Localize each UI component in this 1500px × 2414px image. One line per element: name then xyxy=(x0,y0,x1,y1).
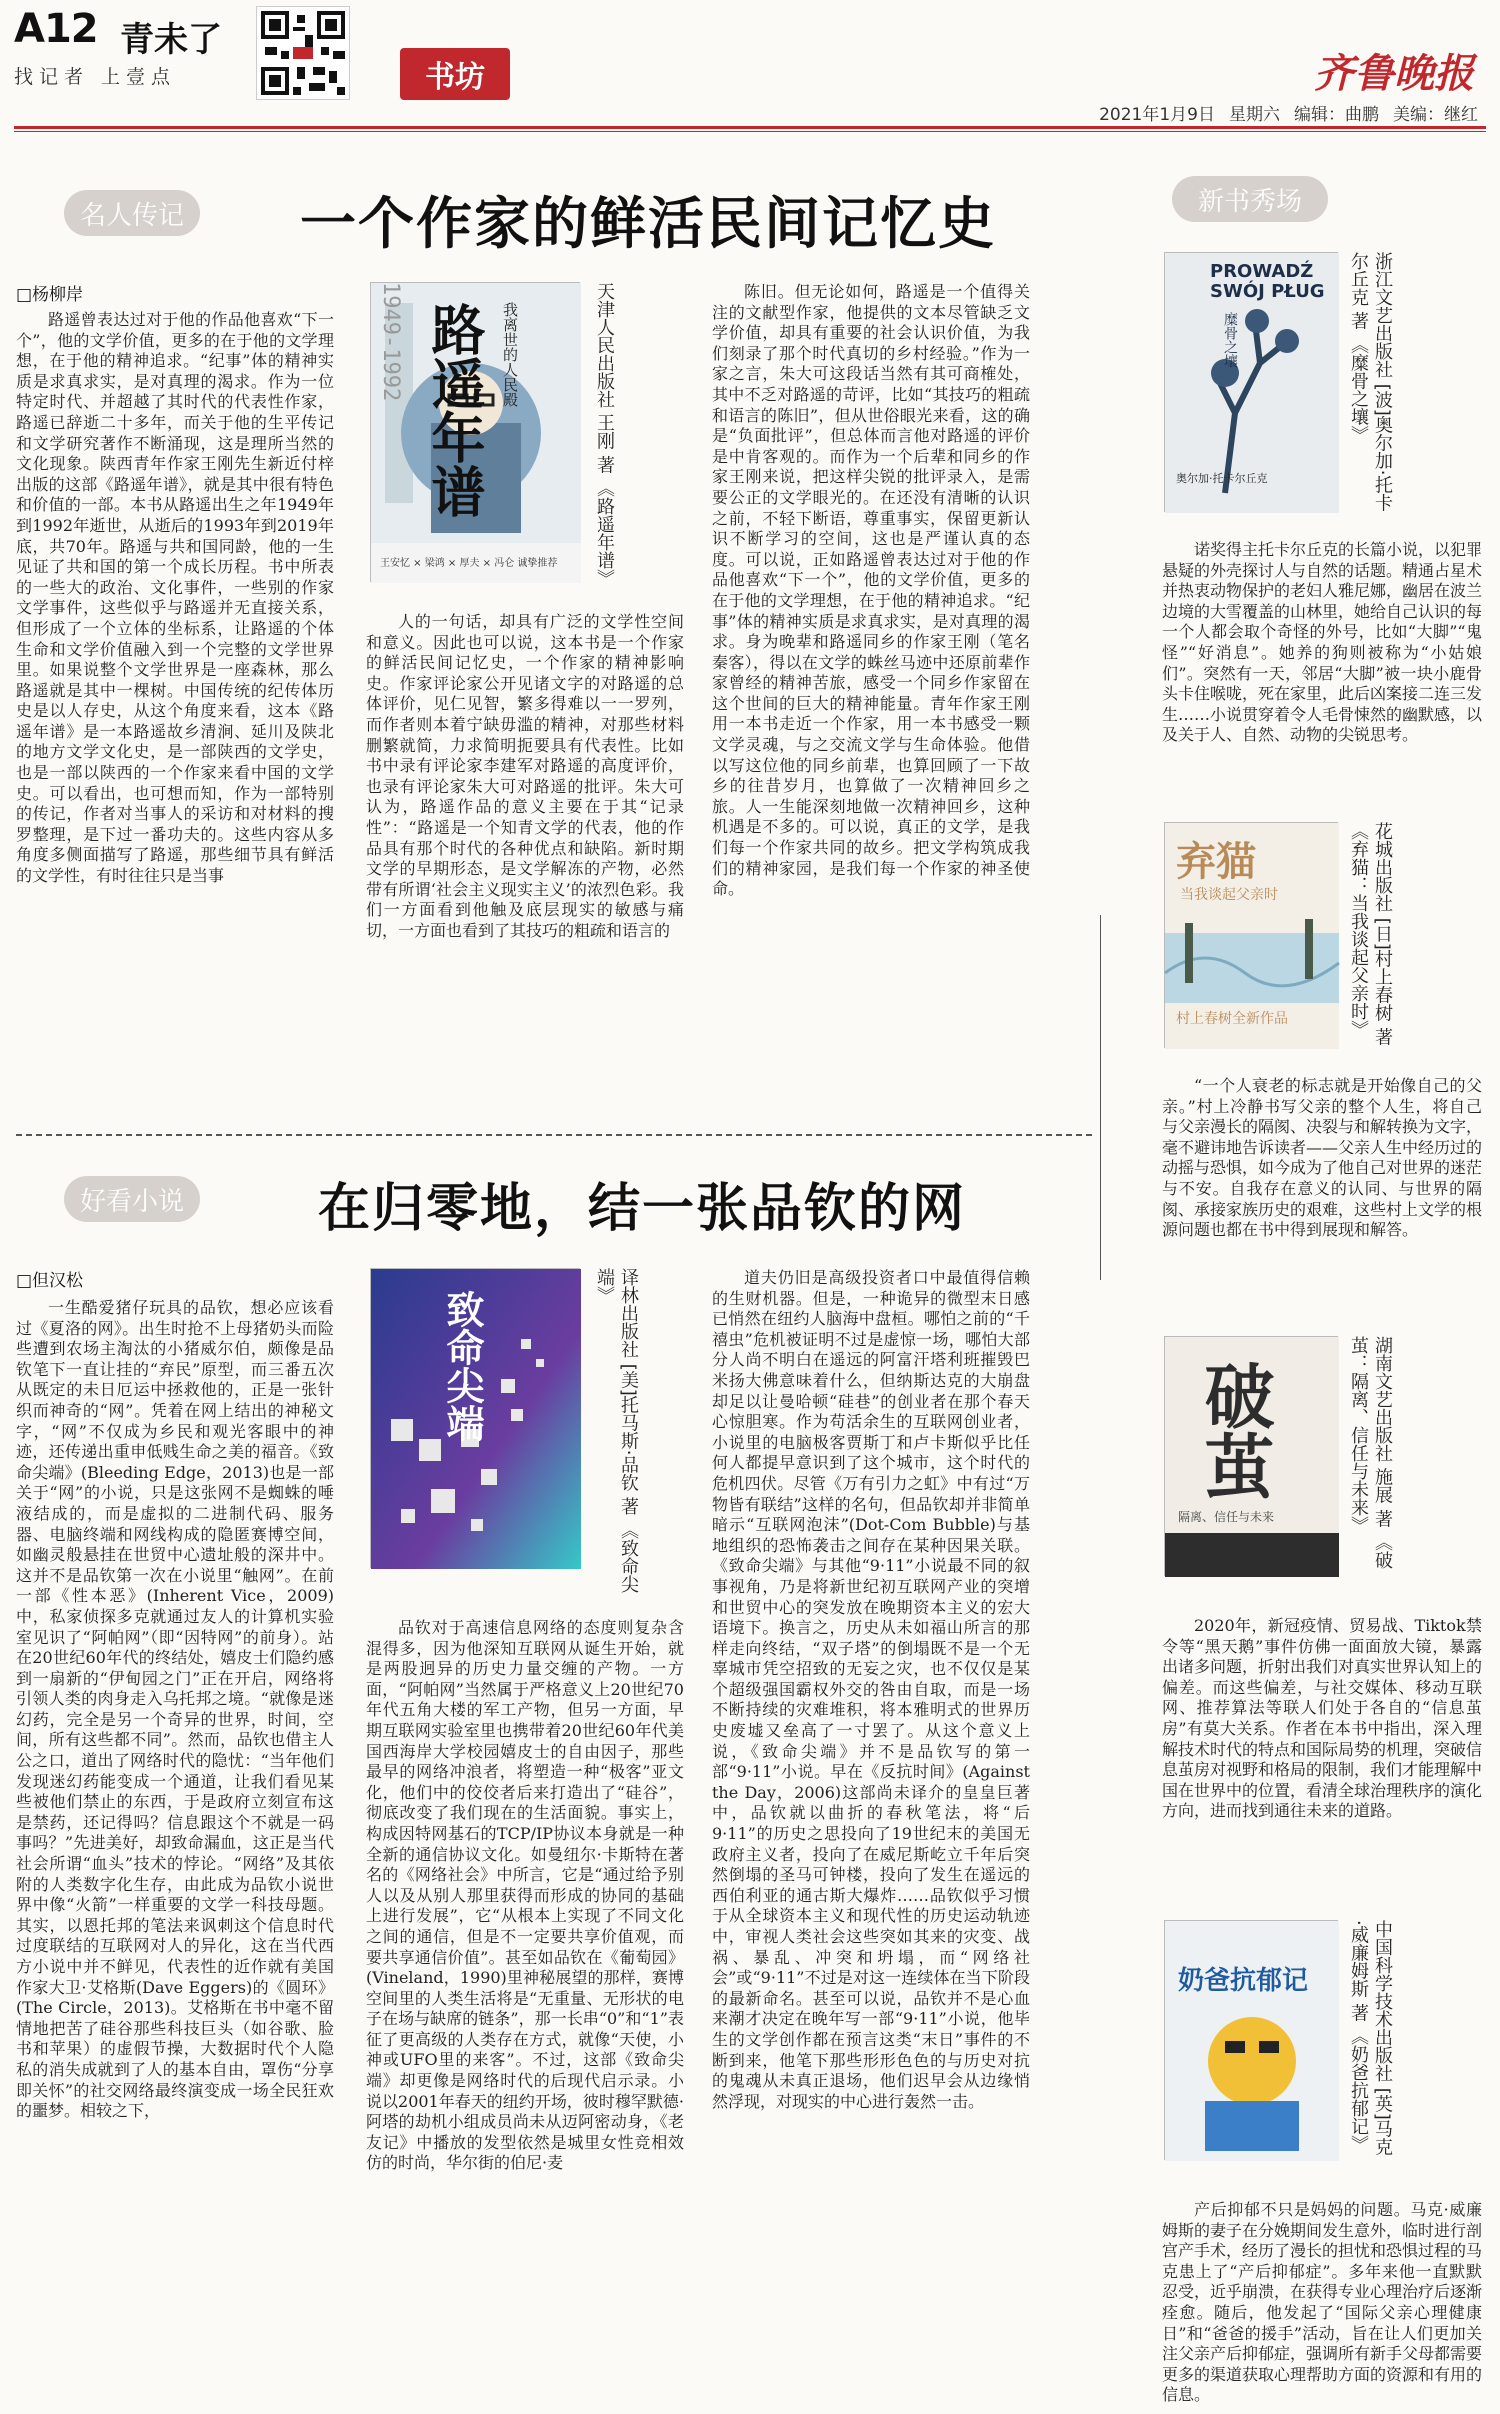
article2-byline: □但汉松 xyxy=(16,1271,84,1291)
article1-tag: 名人传记 xyxy=(64,190,200,236)
article2-column-3: 道夫仍旧是高级投资者口中最值得信赖的生财机器。但是，一种诡异的微型末日感已悄然在纽约人脑海中盘桓。哪怕之前的“千禧虫”危机被证明不过是虚惊一场，哪怕大部分人尚不明白在遥远的阿富汗塔利班摧毁巴米扬大佛意味着什么，但纳斯达克的大崩盘却足以让曼哈顿“硅巷”的创业者在那个春天心惊胆寒。作为苟活余生的互联网创业者，小说里的电脑极客贾斯丁和卢卡斯似乎比任何人都提早意识到了这个城市，这个时代的危机四伏。尽管《万有引力之虹》中有过“万物皆有联结”这样的名句，但品钦却并非简单暗示“互联网泡沫”(Dot-Com Bubble)与基地组织的恐怖袭击之间存在某种因果关联。《致命尖端》与其他“9·11”小说最不同的叙事视角，乃是将新世纪初互联网产业的突增和世贸中心的突发放在晚期资本主义的宏大语境下。换言之，历史从未如福山所言的那样走向终结，“双子塔”的倒塌既不是一个无辜城市凭空招致的无妄之灾，也不仅仅是某个超级强国霸权外交的咎由自取，而是一场不断持续的灾难堆积，将本雅明式的世界历史废墟又垒高了一寸罢了。从这个意义上说，《致命尖端》并不是品钦写的第一部“9·11”小说。早在《反抗时间》(Against the Day，2006)这部尚未译介的皇皇巨著中，品钦就以曲折的春秋笔法，将“后9·11”的历史之思投向了19世纪末的美国无政府主义者，投向了在威尼斯屹立千年后突然倒塌的圣马可钟楼，投向了发生在遥远的西伯利亚的通古斯大爆炸……品钦似乎习惯于从全球资本主义和现代性的历史运动轨迹中，审视人类社会这些突如其来的灾变、战祸、暴乱、冲突和坍塌，而“网络社会”或“9·11”不过是对这一连续体在当下阶段的最新命名。甚至可以说，品钦并不是心血来潮才决定在晚年写一部“9·11”小说，他毕生的文学创作都在预言这类“末日”事件的不断到来，他笔下那些形形色色的与历史对抗的鬼魂从未真正退场，他们迟早会从边缘悄然浮现，对现实的中心进行轰然一击。 xyxy=(712,1268,1030,2111)
designer: 美编：继红 xyxy=(1393,105,1478,125)
sidebar-book-2-cover-author: 村上春树全新作品 xyxy=(1176,1011,1288,1027)
article2-tag: 好看小说 xyxy=(64,1176,200,1222)
masthead-rule xyxy=(14,126,1486,129)
sidebar-book-1-info: 浙江文艺出版社 [波]奥尔加·托卡尔丘克 著 《糜骨之壤》 xyxy=(1348,252,1393,512)
article1-title: 一个作家的鲜活民间记忆史 xyxy=(300,192,996,257)
book-cover-title-bleeding-edge: 致命尖端 xyxy=(440,1290,485,1442)
article2-column-1: 一生酷爱猪仔玩具的品钦，想必应该看过《夏洛的网》。出生时抢不上母猪奶头而险些遭到农场主淘汰的小猪威尔伯，颇像是品钦笔下一直让挂的“弃民”原型，而三番五次从既定的未日厄运中拯救他的，正是一张针织而神奇的“网”。凭着在网上结出的神秘文字，“网”不仅成为乡民和观光客眼中的神迹，还传递出重申低贱生命之美的福音。《致命尖端》(Bleeding Edge，2013)也是一部关于“网”的小说，只是这张网不是蜘蛛的唾液结成的，而是虚拟的二进制代码、服务器、电脑终端和网线构成的隐匿赛博空间，如幽灵般悬挂在世贸中心遗址般的深井中。这并不是品钦第一次在小说里“触网”。在前一部《性本恶》(Inherent Vice，2009)中，私家侦探多克就通过友人的计算机实验室见识了“阿帕网”（即“因特网”的前身）。站在20世纪60年代的终结处，嬉皮士们隐约感到一扇新的“伊甸园之门”正在开启，网络将引领人类的肉身走入乌托邦之境。“就像是迷幻药，完全是另一个奇异的世界，时间，空间，所有这些都不同”。然而，品钦也借主人公之口，道出了网络时代的隐忧：“当年他们发现迷幻药能变成一个通道，让我们看见某些被他们禁止的东西，于是政府立刻宣布这是禁药，还记得吗？信息跟这个不就是一码事吗？”先进美好，却致命漏血，这正是当代社会所谓“血头”技术的悖论。“网络”及其依附的人类数字化生存，由此成为品钦小说世界中像“火箭”一样重要的文学一科技母题。其实，以恩托邦的笔法来讽刺这个信息时代过度联结的互联网对人的异化，这在当代西方小说中并不鲜见，代表性的近作就有美国作家大卫·艾格斯(Dave Eggers)的《圆环》(The Circle，2013)。艾格斯在书中毫不留情地把苦了硅谷那些科技巨头（如谷歌、脸书和苹果）的虚假节操，大数据时代个人隐私的消失成就到了人的基本自由，罩伤“分享即关怀”的社交网络最终演变成一场全民狂欢的噩梦。相较之下， xyxy=(16,1298,334,2121)
article1-column-3: 陈旧。但无论如何，路遥是一个值得关注的文献型作家，他提供的文本尽管缺乏文学价值，却具有重要的社会认识价值，为我们刻录了那个时代真切的乡村经验。”作为一家之言，朱大可这段话当然有其可商榷处，其中不乏对路遥的苛评，比如“其技巧的粗疏和语言的陈旧”，但从世俗眼光来看，这的确是“负面批评”，但总体而言他对路遥的评价是中肯客观的。而作为一个后辈和同乡的作家王刚来说，把这样尖锐的批评录入，是需要公正的文学眼光的。在还没有清晰的认识之前，不轻下断语，尊重事实，保留更新认识不断学习的空间，这也是严谨认真的态度。可以说，正如路遥曾表达过对于他的作品他喜欢“下一个”，他的文学价值，更多的在于他的文学理想，在于他的精神追求。“纪事”体的精神实质是求真求实，是对真理的渴求。身为晚辈和路遥同乡的作家王刚（笔名秦客），得以在文学的蛛丝马迹中还原前辈作家曾经的精神苦旅，感受一个同乡作家留在这个世间的巨大的精神能量。青年作家王刚用一本书走近一个作家，用一本书感受一颗文学灵魂，与之交流文学与生命体验。他借以写这位他的同乡前辈，也算回顾了一下故乡的往昔岁月，也算做了一次精神回乡之旅。人一生能深刻地做一次精神回乡，这种机遇是不多的。可以说，真正的文学，是我们每一个作家共同的故乡。把文学构筑成我们的精神家园，是我们每一个作家的神圣使命。 xyxy=(712,282,1030,899)
sidebar-book-1-desc: 诺奖得主托卡尔丘克的长篇小说，以犯罪悬疑的外壳探讨人与自然的话题。精通占星术并热衷动物保护的老妇人雅尼娜，幽居在波兰边境的大雪覆盖的山林里，她给自己认识的每一个人都会取个奇怪的外号，比如“大脚”“鬼怪”“好消息”。她养的狗则被称为“小姑娘们”。突然有一天，邻居“大脚”被一块小鹿骨头卡住喉咙，死在家里，此后凶案接二连三发生……小说贯穿着令人毛骨悚然的幽默感，以及关于人、自然、动物的尖锐思考。 xyxy=(1162,540,1483,745)
masthead-rule-thin xyxy=(14,131,1486,132)
sidebar-book-3-desc: 2020年，新冠疫情、贸易战、Tiktok禁令等“黑天鹅”事件仿佛一面面放大镜，暴露出诸多问题，折射出我们对真实世界认知上的偏差。而这些偏差，与社交媒体、移动互联网、推荐算法等联人们处于各自的“信息茧房”有莫大关系。作者在本书中指出，深入理解技术时代的特点和国际局势的机理，突破信息茧房对视野和格局的限制，我们才能理解中国在世界中的位置，看清全球治理秩序的演化方向，进而找到通往未来的道路。 xyxy=(1162,1616,1483,1821)
newspaper-logo: 齐鲁晚报 xyxy=(1314,50,1474,97)
article1-byline: □杨柳岸 xyxy=(16,285,84,305)
weekday: 星期六 xyxy=(1229,105,1280,125)
sidebar-book-3-info: 湖南文艺出版社 施展 著 《破茧：隔离、信任与未来》 xyxy=(1348,1336,1393,1570)
sidebar-book-2-cover-title: 弃猫 xyxy=(1176,838,1256,885)
article1-column-1: 路遥曾表达过对于他的作品他喜欢“下一个”，他的文学价值，更多的在于他的文学理想，在于他的精神追求。“纪事”体的精神实质是求真求实，是对真理的渴求。作为一位特定时代、并超越了其时代的代表性作家，路遥已辞逝二十多年，而关于他的生平传记和文学研究著作不断涌现，这是理所当然的文化现象。陕西青年作家王刚先生新近付梓出版的这部《路遥年谱》，就是其中很有特色和价值的一部。本书从路遥出生之年1949年到1992年逝世，从逝后的1993年到2019年底，共70年。路遥与共和国同龄，他的一生见证了共和国的第一个成长历程。书中所表的一些大的政治、文化事件，一些别的作家文学事件，这些似乎与路遥并无直接关系，但形成了一个立体的坐标系，让路遥的个体生命和文学价值融入到一个完整的文学世界里。如果说整个文学世界是一座森林，那么路遥就是其中一棵树。中国传统的纪传体历史是以人存史，从这个角度来看，这本《路遥年谱》是一本路遥故乡清涧、延川及陕北的地方文学文化史，是一部陕西的文学史，也是一部以陕西的一个作家来看中国的文学史。可以看出，也可想而知，作为一部特别的传记，作者对当事人的采访和对材料的搜罗整理，是下过一番功夫的。这些内容从多角度多侧面描写了路遥，那些细节具有鲜活的文学性，有时往往只是当事 xyxy=(16,310,334,886)
sidebar-book-4-desc: 产后抑郁不只是妈妈的问题。马克·威廉姆斯的妻子在分娩期间发生意外，临时进行剖宫产手术，经历了漫长的担忧和恐惧过程的马克患上了“产后抑郁症”。多年来他一直默默忍受，近乎崩溃，在获得专业心理治疗后逐渐痊愈。随后，他发起了“国际父亲心理健康日”和“爸爸的援手”活动，旨在让人们更加关注父亲产后抑郁症，强调所有新手父母都需要更多的渠道获取心理帮助方面的资源和有用的信息。 xyxy=(1162,2200,1483,2405)
sidebar-book-3-cover-title: 破茧 xyxy=(1193,1360,1276,1500)
sidebar-book-1-cover-author: 奥尔加·托卡尔丘克 xyxy=(1176,472,1268,485)
book-info-bleeding-edge: 译林出版社 [美]托马斯·品钦 著 《致命尖端》 xyxy=(594,1268,639,1593)
section-tab: 书坊 xyxy=(400,48,510,100)
column-divider xyxy=(1100,915,1101,1280)
article2-title: 在归零地，结一张品钦的网 xyxy=(318,1179,967,1239)
sidebar-book-4-cover xyxy=(1164,1920,1338,2160)
page-number: A12 xyxy=(14,6,98,52)
book-cover-authors-luyao: 王安忆 × 梁鸿 × 厚夫 × 冯仑 诚挚推荐 xyxy=(380,558,558,569)
sidebar-tag: 新书秀场 xyxy=(1172,176,1328,222)
article2-column-2: 品钦对于高速信息网络的态度则复杂含混得多，因为他深知互联网从诞生开始，就是两股迥异的历史力量交缠的产物。一方面，“阿帕网”当然属于严格意义上20世纪70年代五角大楼的军工产物，但另一方面，早期互联网实验室里也携带着20世纪60年代美国西海岸大学校园嬉皮士的自由因子，那些最早的网络冲浪者，将塑造一种“极客”亚文化，他们中的佼佼者后来打造出了“硅谷”，彻底改变了我们现在的生活面貌。事实上，构成因特网基石的TCP/IP协议本身就是一种全新的通信协议文化。如曼纽尔·卡斯特在著名的《网络社会》中所言，它是“通过给予别人以及从别人那里获得而形成的协同的基础上进行发展”，它“从根本上实现了不同文化之间的通信，但是不一定要共享价值观，而要共享通信价值”。甚至如品钦在《葡萄园》(Vineland，1990)里神秘展望的那样，赛博空间里的人类生活将是“无重量、无形状的电子在场与缺席的链条”，那一长串“0”和“1”表征了更高级的人类存在方式，就像“天使，小神或UFO里的来客”。不过，这部《致命尖端》却更像是网络时代的后现代启示录。小说以2001年春天的纽约开场，彼时穆罕默德·阿塔的劫机小组成员尚未从迈阿密动身，《老友记》中播放的发型依然是城里女性竞相效仿的时尚，华尔街的伯尼·麦 xyxy=(366,1618,684,2173)
date: 2021年1月9日 xyxy=(1099,105,1215,125)
book-cover-year-luyao: 1949-1992 xyxy=(378,282,403,402)
sidebar-book-3-cover-sub: 隔离、信任与未来 xyxy=(1178,1510,1275,1524)
sidebar-book-2-desc: “一个人衰老的标志就是开始像自己的父亲。”村上冷静书写父亲的整个人生，将自己与父亲漫长的隔阂、决裂与和解转换为文字，毫不避讳地告诉读者——父亲人生中经历过的动摇与恐惧，如今成为了他自己对世界的迷茫与不安。自我存在意义的认同、与世界的隔阂、承接家族历史的艰难，这些村上文学的根源问题也都在书中得到展现和解答。 xyxy=(1162,1076,1483,1240)
qr-code-graphic xyxy=(257,7,349,99)
book-info-luyao: 天津人民出版社 王刚 著 《路遥年谱》 xyxy=(594,282,615,588)
slogan: 找记者 上壹点 xyxy=(14,66,177,88)
sidebar-book-1-cover-cn: 糜骨之壤 xyxy=(1222,312,1238,368)
book-cover-subtitle-luyao: 我离世的人民殿 xyxy=(501,302,519,407)
article1-column-2: 人的一句话，却具有广泛的文学性空间和意义。因此也可以说，这本书是一个作家的鲜活民间记忆史，一个作家的精神影响史。作家评论家公开见诸文字的对路遥的总体评价，见仁见智，繁多得难以一一罗列，而作者则本着宁缺毋滥的精神，对那些材料删繁就简，力求简明扼要具有代表性。比如书中录有评论家李建军对路遥的高度评价，也录有评论家朱大可对路遥的批评。朱大可认为，路遥作品的意义主要在于其“记录性”：“路遥是一个知青文学的代表，他的作品具有那个时代的各种优点和缺陷。新时期文学的早期形态，是文学解冻的产物，必然带有所谓‘社会主义现实主义’的浓烈色彩。我们一方面看到他触及底层现实的敏感与痛切，一方面也看到了其技巧的粗疏和语言的 xyxy=(366,612,684,940)
section-name: 青未了 xyxy=(120,20,222,60)
sidebar-book-1-cover-title: PROWADŹ SWÓJ PŁUG xyxy=(1210,261,1325,302)
editor: 编辑：曲鹏 xyxy=(1294,105,1379,125)
sidebar-book-4-cover-title: 奶爸抗郁记 xyxy=(1178,1966,1309,1996)
book-cover-title-luyao: 路遥年谱 xyxy=(423,302,487,518)
dateline xyxy=(1085,100,1478,125)
qr-code-icon[interactable] xyxy=(256,6,350,100)
section-divider xyxy=(16,1134,1092,1136)
sidebar-book-4-info: 中国科学技术出版社 [英]马克·威廉姆斯 著 《奶爸抗郁记》 xyxy=(1348,1920,1393,2156)
sidebar-book-2-cover-sub: 当我谈起父亲时 xyxy=(1180,887,1278,903)
sidebar-book-2-info: 花城出版社 [日]村上春树 著 《弃猫：当我谈起父亲时》 xyxy=(1348,822,1393,1046)
